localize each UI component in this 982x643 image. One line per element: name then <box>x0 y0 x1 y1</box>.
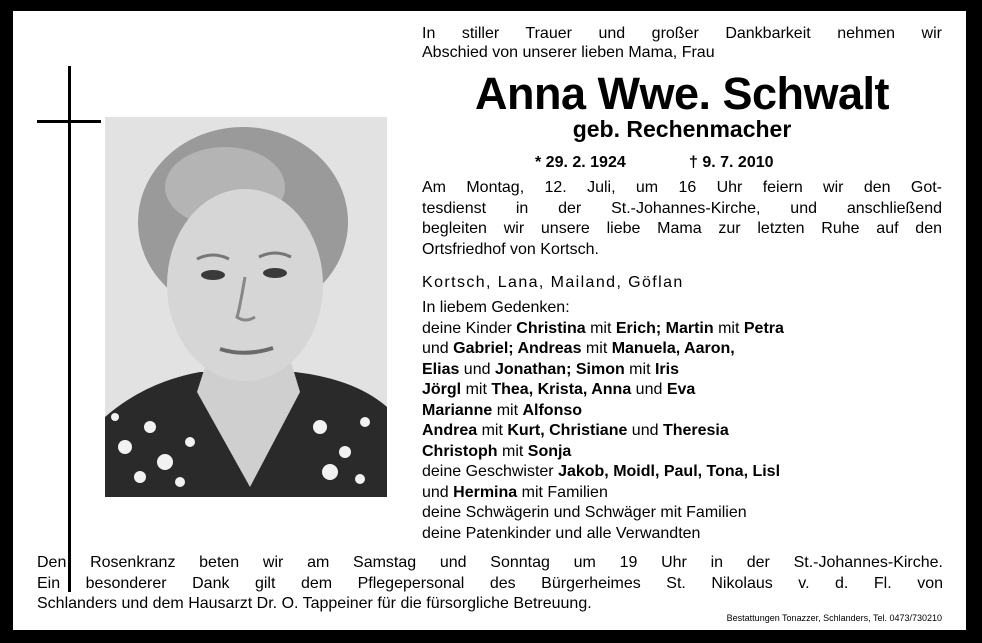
memory-text: und <box>631 381 667 398</box>
memory-text: mit <box>713 319 744 337</box>
mourner-name: Jonathan; Simon <box>494 360 625 378</box>
memory-lines <box>422 319 942 545</box>
memory-line <box>422 442 942 463</box>
birth-date: * 29. 2. 1924 <box>535 154 626 171</box>
memory-text: und <box>422 483 454 501</box>
service-line: begleiten wir unsere liebe Mama zur letzten Ruhe auf den <box>422 220 942 237</box>
mourner-name: Iris <box>654 360 679 378</box>
service-line: Ortsfriedhof von Kortsch. <box>422 240 599 258</box>
intro-line: In stiller Trauer und großer Dankbarkeit nehmen wir <box>422 25 942 42</box>
memory-line <box>422 503 942 524</box>
mourner-name: Manuela, Aaron, <box>611 340 735 357</box>
memory-line <box>422 401 942 422</box>
memory-line <box>422 483 942 504</box>
memory-text: und <box>459 360 495 378</box>
mourner-name: Jakob, Moidl, Paul, Tona, Lisl <box>558 463 781 480</box>
mourners-list <box>422 298 942 544</box>
service-line: Am Montag, 12. Juli, um 16 Uhr feiern wir den Got- <box>422 179 942 196</box>
memory-line <box>422 421 942 442</box>
cross-icon <box>68 66 71 592</box>
mourner-name: Marianne <box>422 401 493 419</box>
mourner-name: Thea, Krista, Anna <box>491 381 632 398</box>
memory-text: und <box>422 340 454 357</box>
memory-heading: In liebem Gedenken: <box>422 299 570 316</box>
mourner-name: Jörgl <box>422 381 462 398</box>
memory-line <box>422 319 942 340</box>
mourner-name: Andrea <box>422 422 478 439</box>
mourner-name: Sonja <box>527 442 572 460</box>
mourner-name: Gabriel; Andreas <box>453 340 582 357</box>
memory-line <box>422 380 942 401</box>
memory-text: mit <box>581 340 612 357</box>
rosary-line: Den Rosenkranz beten wir am Samstag und Sonntag um 19 Uhr in der St.-Johannes-Kirche. <box>37 554 943 571</box>
memory-text: mit <box>624 360 655 378</box>
mourner-name: Christoph <box>422 442 498 460</box>
memory-line <box>422 524 942 545</box>
memory-text: deine Kinder <box>422 319 517 337</box>
mourner-name: Eva <box>666 381 696 398</box>
memory-line <box>422 339 942 360</box>
death-date: † 9. 7. 2010 <box>689 154 774 171</box>
service-line: tesdienst in der St.-Johannes-Kirche, und anschließend <box>422 199 942 217</box>
life-dates <box>535 153 774 172</box>
memory-line <box>422 360 942 381</box>
mourner-name: Alfonso <box>522 401 583 419</box>
intro-line: Abschied von unserer lieben Mama, Frau <box>422 44 715 61</box>
obituary-card <box>13 11 966 630</box>
maiden-name: geb. Rechenmacher <box>572 116 792 142</box>
mourner-name: Elias <box>422 360 460 378</box>
memory-text: deine Patenkinder und alle Verwandten <box>422 524 701 542</box>
places-line: Kortsch, Lana, Mailand, Göflan <box>422 274 684 291</box>
memory-text: mit <box>497 442 528 460</box>
memory-text: deine Schwägerin und Schwäger mit Familien <box>422 504 747 521</box>
memory-text: und <box>627 422 663 439</box>
service-announcement <box>422 178 942 260</box>
mourner-name: Hermina <box>453 483 518 501</box>
mourner-name: Petra <box>743 319 784 337</box>
memory-text: deine Geschwister <box>422 463 559 480</box>
intro-text <box>422 24 942 62</box>
mourner-name: Christina <box>516 319 586 337</box>
portrait-photo <box>105 117 387 497</box>
rosary-and-thanks <box>37 553 943 615</box>
mourner-name: Theresia <box>662 422 729 439</box>
memory-text: mit <box>461 381 492 398</box>
deceased-name: Anna Wwe. Schwalt <box>474 68 890 119</box>
memory-text: mit <box>477 422 508 439</box>
memory-text: mit Familien <box>517 483 608 501</box>
cross-icon-bar <box>37 120 101 123</box>
memory-text: mit <box>492 401 523 419</box>
memory-text: mit <box>585 319 616 337</box>
thanks-line: Schlanders und dem Hausarzt Dr. O. Tappeiner für die fürsorgliche Betreuung. <box>37 595 592 612</box>
funeral-home-footer: Bestattungen Tonazzer, Schlanders, Tel. 0473/730210 <box>726 613 942 623</box>
memory-line <box>422 462 942 483</box>
mourner-name: Erich; Martin <box>615 319 714 337</box>
thanks-line: Ein besonderer Dank gilt dem Pflegepersonal des Bürgerheimes St. Nikolaus v. d. Fl. von <box>37 574 943 592</box>
mourner-name: Kurt, Christiane <box>507 422 628 439</box>
